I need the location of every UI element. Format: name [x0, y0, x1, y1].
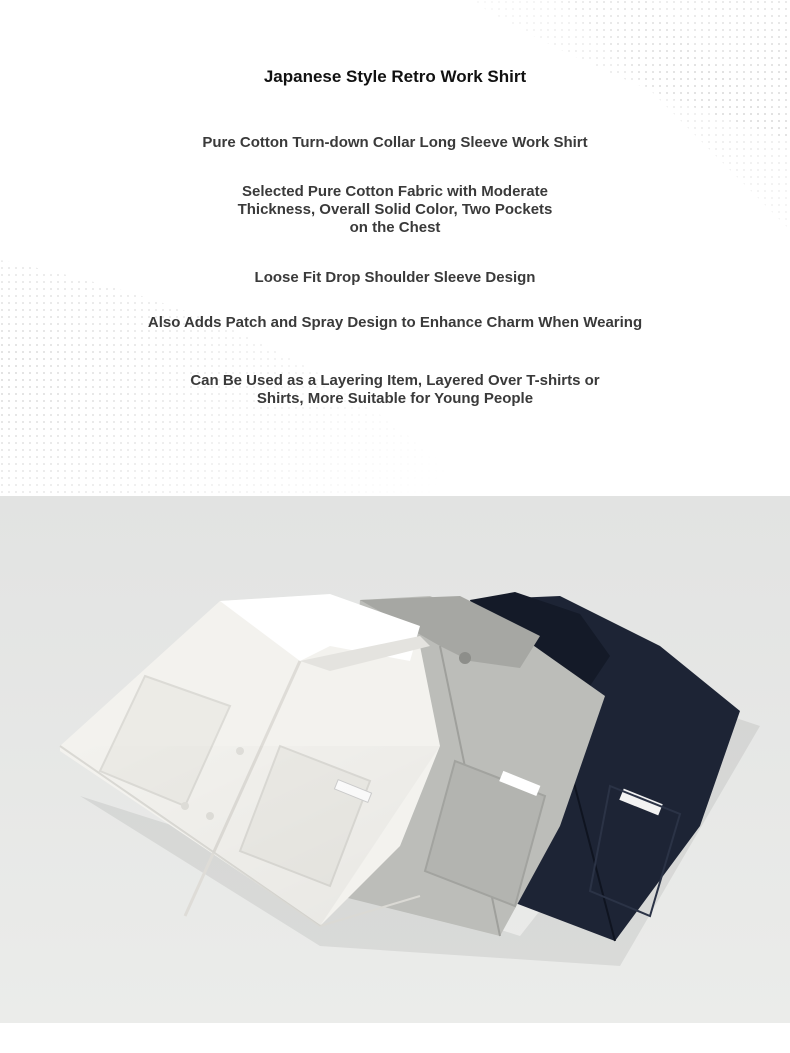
- feature-collar: [0, 134, 790, 152]
- folded-shirts-image: [0, 496, 790, 1023]
- feature-line: Pure Cotton Turn-down Collar Long Sleeve Work Shirt: [202, 134, 588, 151]
- feature-line: Loose Fit Drop Shoulder Sleeve Design: [254, 269, 536, 286]
- feature-patch: [0, 314, 790, 332]
- feature-fit: [0, 269, 790, 287]
- feature-line: Also Adds Patch and Spray Design to Enhance Charm When Wearing: [147, 314, 643, 331]
- feature-line: on the Chest: [349, 219, 441, 236]
- intro-section: [0, 0, 790, 496]
- product-photo: [0, 496, 790, 1023]
- feature-line: Shirts, More Suitable for Young People: [256, 390, 534, 407]
- feature-line: Selected Pure Cotton Fabric with Moderate: [242, 183, 548, 200]
- feature-layering: [0, 372, 790, 408]
- feature-line: Can Be Used as a Layering Item, Layered Over T-shirts or: [190, 372, 600, 389]
- feature-line: Thickness, Overall Solid Color, Two Pockets: [237, 201, 553, 218]
- feature-fabric: [0, 183, 790, 237]
- product-title: Japanese Style Retro Work Shirt: [263, 67, 527, 86]
